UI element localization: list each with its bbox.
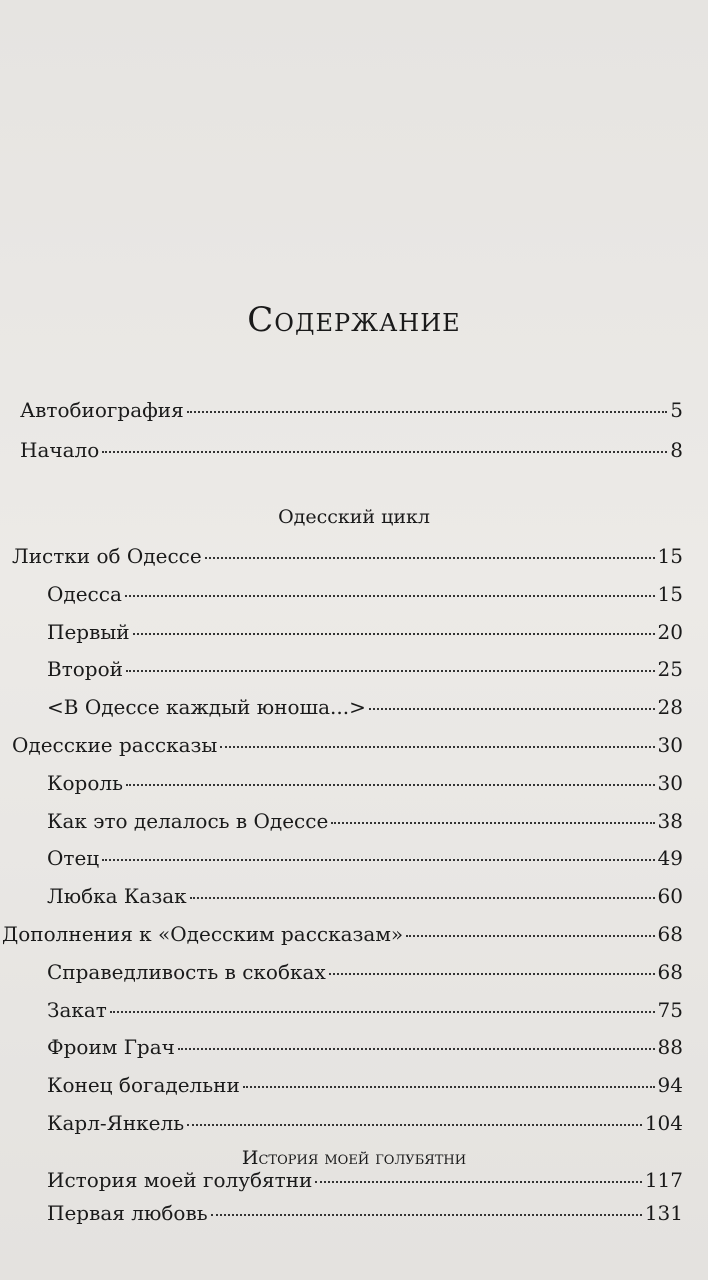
- toc-entry-page-number: 25: [657, 657, 683, 682]
- toc-entry-title: Конец богадельни: [47, 1073, 240, 1098]
- toc-entry-title: Одесские рассказы: [12, 733, 218, 757]
- toc-entry-title: Дополнения к «Одесским рассказам»: [2, 922, 404, 946]
- toc-entry[interactable]: [12, 544, 683, 572]
- toc-entry[interactable]: [2, 922, 683, 950]
- toc-entry-page-number: 131: [644, 1200, 683, 1225]
- toc-entry-title: <В Одессе каждый юноша...>: [47, 695, 366, 720]
- toc-entry[interactable]: [47, 1201, 683, 1229]
- dot-leader: [133, 633, 655, 635]
- toc-entry-title: Фроим Грач: [47, 1035, 175, 1060]
- toc-entry-page-number: 68: [657, 922, 683, 946]
- toc-entry-title: Второй: [47, 657, 123, 682]
- dot-leader: [187, 411, 668, 413]
- toc-entry-title: Король: [47, 770, 123, 795]
- dot-leader: [220, 746, 654, 748]
- toc-entry-page-number: 88: [657, 1035, 683, 1060]
- toc-entry-title: Автобиография: [20, 398, 184, 422]
- toc-entry-title: Одесса: [47, 581, 122, 606]
- toc-entry-page-number: 60: [657, 884, 683, 909]
- toc-entry-title: Отец: [47, 846, 100, 871]
- toc-entry-page-number: 15: [657, 544, 683, 568]
- toc-entry-page-number: 28: [657, 695, 683, 720]
- toc-entry[interactable]: [47, 1168, 683, 1196]
- toc-entry-page-number: 5: [670, 398, 683, 422]
- dot-leader: [205, 557, 655, 559]
- toc-entry-page-number: 30: [657, 733, 683, 757]
- toc-entry-page-number: 20: [657, 619, 683, 644]
- toc-entry[interactable]: [47, 998, 683, 1026]
- toc-entry-title: История моей голубятни: [47, 1168, 313, 1192]
- toc-entry-page-number: 104: [644, 1111, 683, 1135]
- section-heading: История моей голубятни: [241, 1147, 467, 1169]
- dot-leader: [178, 1048, 655, 1050]
- dot-leader: [125, 595, 655, 597]
- toc-entry-page-number: 15: [657, 581, 683, 606]
- toc-entry[interactable]: [12, 733, 683, 761]
- toc-entry-page-number: 8: [670, 438, 683, 462]
- section-heading: Одесский цикл: [278, 506, 430, 528]
- toc-entry-title: Справедливость в скобках: [47, 959, 326, 984]
- dot-leader: [369, 708, 655, 710]
- toc-entry[interactable]: [47, 582, 683, 610]
- dot-leader: [187, 1124, 642, 1126]
- toc-entry-title: Закат: [47, 997, 107, 1022]
- toc-entry-title: Первый: [47, 619, 130, 644]
- toc-entry-page-number: 117: [644, 1168, 683, 1192]
- toc-entry[interactable]: [47, 771, 683, 799]
- dot-leader: [315, 1181, 641, 1183]
- dot-leader: [102, 859, 654, 861]
- toc-entry[interactable]: [47, 1073, 683, 1101]
- toc-entry[interactable]: [47, 1111, 683, 1139]
- dot-leader: [243, 1086, 655, 1088]
- toc-entry-title: Карл-Янкель: [47, 1111, 185, 1135]
- dot-leader: [126, 670, 655, 672]
- dot-leader: [406, 935, 654, 937]
- toc-entry-page-number: 68: [657, 959, 683, 984]
- dot-leader: [102, 451, 667, 453]
- dot-leader: [331, 822, 654, 824]
- toc-entry-title: Листки об Одессе: [12, 544, 202, 568]
- toc-entry[interactable]: [47, 846, 683, 874]
- toc-entry[interactable]: [20, 438, 683, 466]
- dot-leader: [190, 897, 655, 899]
- dot-leader: [126, 784, 655, 786]
- toc-entry-page-number: 49: [657, 846, 683, 871]
- toc-entry-title: Первая любовь: [47, 1200, 208, 1225]
- toc-entry-title: Как это делалось в Одессе: [47, 808, 329, 833]
- dot-leader: [329, 973, 655, 975]
- dot-leader: [110, 1011, 655, 1013]
- toc-entry[interactable]: [47, 884, 683, 912]
- toc-entry[interactable]: [47, 809, 683, 837]
- toc-entry-page-number: 94: [657, 1073, 683, 1098]
- toc-entry-title: Начало: [20, 438, 100, 462]
- toc-entry[interactable]: [47, 1035, 683, 1063]
- toc-entry[interactable]: [20, 398, 683, 426]
- toc-entry[interactable]: [47, 960, 683, 988]
- toc-entry-page-number: 75: [657, 997, 683, 1022]
- toc-entry[interactable]: [47, 695, 683, 723]
- toc-entry[interactable]: [47, 620, 683, 648]
- toc-entry-page-number: 30: [657, 770, 683, 795]
- toc-entry-page-number: 38: [657, 808, 683, 833]
- dot-leader: [211, 1214, 642, 1216]
- toc-entry-title: Любка Казак: [47, 884, 187, 909]
- page-title: Содержание: [247, 300, 461, 340]
- toc-entry[interactable]: [47, 657, 683, 685]
